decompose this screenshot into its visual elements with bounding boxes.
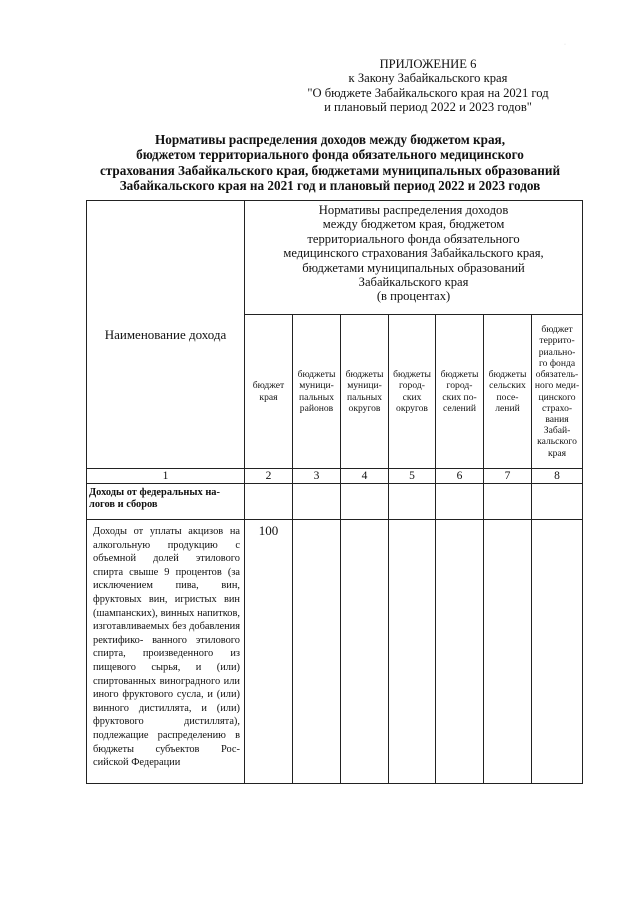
column-header-line: бюджеты: [488, 369, 527, 381]
column-header-line: селений: [442, 402, 477, 414]
column-number: 4: [341, 469, 389, 484]
empty-cell: [484, 520, 532, 784]
title-line: Забайкальского края на 2021 год и плановый период 2022 и 2023 годов: [119, 178, 541, 194]
appendix-law-period: и плановый период 2022 и 2023 годов": [324, 100, 532, 115]
empty-cell: [245, 484, 293, 520]
column-header-2: [245, 315, 293, 469]
column-number: 7: [484, 469, 532, 484]
norms-header-line: территориального фонда обязательного: [307, 231, 520, 246]
empty-cell: [532, 484, 583, 520]
empty-cell: [532, 520, 583, 784]
column-header-line: риально-: [538, 346, 576, 358]
column-header-line: бюджет: [252, 380, 285, 392]
column-header-7: [484, 315, 532, 469]
norms-header-line: бюджетами муниципальных образований: [302, 260, 525, 275]
column-header-line: бюджет: [541, 324, 573, 336]
empty-cell: [341, 484, 389, 520]
title-line: Нормативы распределения доходов между бюджетом края,: [155, 132, 505, 147]
column-header-line: посе-: [496, 391, 519, 403]
norms-header-line: (в процентах): [376, 289, 451, 304]
column-header-line: вания: [545, 413, 569, 425]
empty-cell: [389, 520, 436, 784]
income-value: 100: [245, 520, 293, 784]
column-header-5: [389, 315, 436, 469]
column-header-line: округов: [396, 402, 428, 414]
document-title: [40, 132, 620, 194]
column-number: 8: [532, 469, 583, 484]
section-label: Доходы от федеральных на- логов и сборов: [87, 484, 245, 520]
column-header-line: края: [259, 391, 278, 403]
empty-cell: [436, 520, 484, 784]
column-header-line: обязатель-: [535, 369, 579, 381]
column-header-line: бюджеты: [440, 369, 479, 381]
column-header-line: пальных: [346, 391, 383, 403]
column-header-3: [293, 315, 341, 469]
column-header-line: ских: [402, 391, 422, 403]
appendix-number: ПРИЛОЖЕНИЕ 6: [379, 57, 477, 71]
column-header-line: бюджеты: [297, 369, 336, 381]
column-header-line: муници-: [299, 380, 334, 392]
appendix-header: [268, 57, 588, 115]
column-header-line: террито-: [539, 335, 575, 347]
column-header-line: Забай-: [543, 425, 571, 437]
column-number: 6: [436, 469, 484, 484]
norms-header-line: Забайкальского края: [358, 275, 469, 290]
income-row: [87, 520, 583, 784]
appendix-law-title: "О бюджете Забайкальского края на 2021 год: [307, 85, 549, 100]
income-name-header: Наименование дохода: [87, 201, 245, 469]
norms-table: [86, 200, 583, 784]
empty-cell: [341, 520, 389, 784]
column-header-line: районов: [299, 402, 334, 414]
column-header-line: ного меди-: [534, 380, 580, 392]
column-number: 5: [389, 469, 436, 484]
empty-cell: [389, 484, 436, 520]
empty-cell: [293, 484, 341, 520]
column-header-line: ских по-: [442, 391, 477, 403]
appendix-law-ref: к Закону Забайкальского края: [348, 71, 508, 86]
empty-cell: [293, 520, 341, 784]
column-number: 2: [245, 469, 293, 484]
column-number-row: [87, 469, 583, 484]
column-header-line: цинского: [538, 391, 576, 403]
empty-cell: [484, 484, 532, 520]
norms-header-line: Нормативы распределения доходов: [318, 203, 509, 217]
norms-table-wrapper: [86, 200, 582, 784]
norms-header-line: медицинского страхования Забайкальского края,: [283, 246, 544, 261]
column-header-line: кальского: [537, 436, 577, 448]
title-line: страхования Забайкальского края, бюджетами муниципальных образований: [99, 162, 561, 178]
section-row: [87, 484, 583, 520]
norms-header: [245, 201, 583, 315]
column-header-line: страхо-: [542, 402, 573, 414]
column-header-line: город-: [399, 380, 425, 392]
column-header-line: лений: [495, 402, 520, 414]
column-header-4: [341, 315, 389, 469]
empty-cell: [436, 484, 484, 520]
column-header-line: город-: [446, 380, 473, 392]
column-header-line: го фонда: [538, 357, 576, 369]
title-line: бюджетом территориального фонда обязательного медицинского: [136, 147, 524, 163]
column-header-line: бюджеты: [393, 369, 431, 381]
column-header-8: [532, 315, 583, 469]
column-header-line: сельских: [489, 380, 526, 392]
norms-header-line: между бюджетом края, бюджетом: [322, 217, 505, 232]
income-name: Доходы от уплаты акцизов на алкогольную продукцию с объемной долей этилового спирта свыше 9 процентов (за исключением пива, вин, фруктовых вин, игристых вин (шампанских), винных напитков, изготавливаемых без добавления ректифико- ванного этилового спирта, произведенного из пищевого сырья, и (или) спиртованных виноградного или иного фруктового сусла, и (или) винного дистиллята, и (или) фруктового дистиллята), подлежащие распределению в бюджеты субъектов Рос- сийской Федерации: [87, 520, 245, 784]
column-header-line: края: [547, 447, 567, 459]
column-header-line: бюджеты: [345, 369, 384, 381]
column-header-6: [436, 315, 484, 469]
column-header-line: муници-: [347, 380, 382, 392]
column-number: 3: [293, 469, 341, 484]
column-header-line: пальных: [298, 391, 335, 403]
column-number: 1: [87, 469, 245, 484]
corner-mark: ·: [564, 42, 566, 48]
column-header-line: округов: [348, 402, 381, 414]
